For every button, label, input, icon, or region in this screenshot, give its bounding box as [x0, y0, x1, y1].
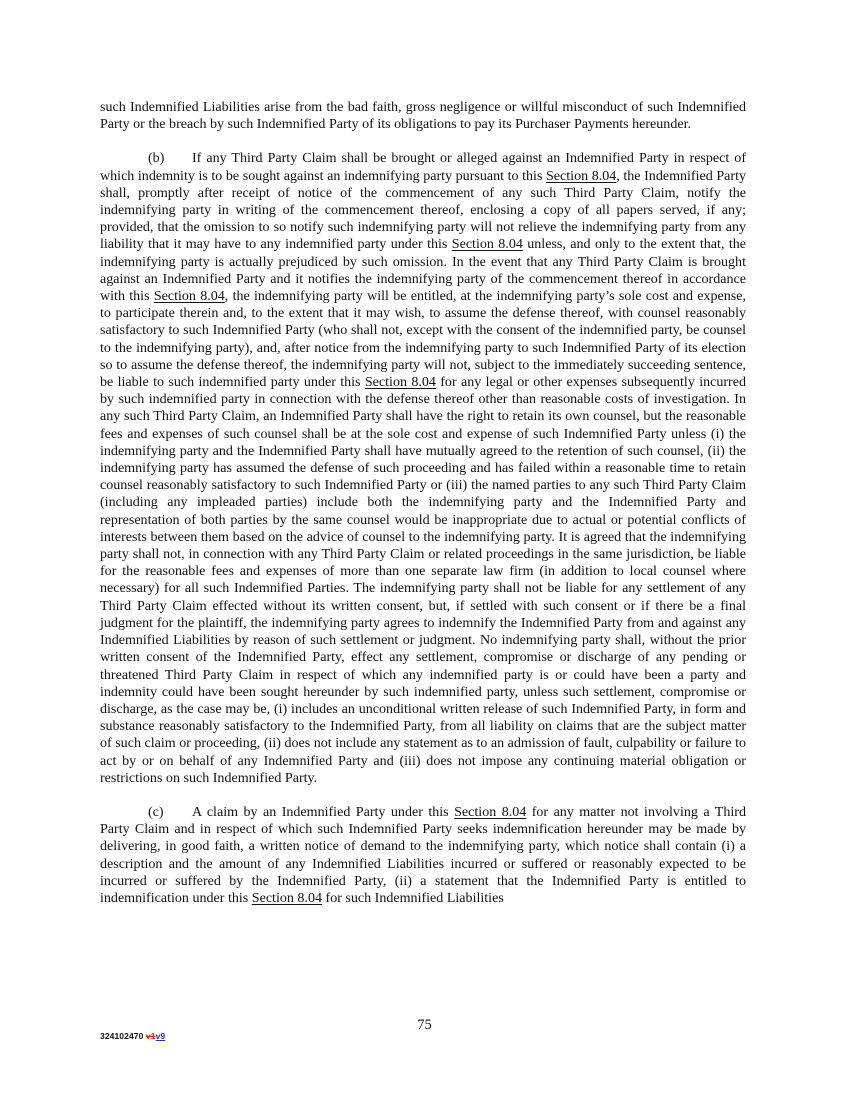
- paragraph-text: If any Third Party Claim shall be brought or alleged against an Indemnified Party in respect of which indemnity is to be sought against an indemnifying party pursuant to this: [100, 150, 746, 184]
- paragraph-c: [100, 804, 746, 907]
- document-id-stamp: [100, 1031, 165, 1041]
- paragraph-text: A claim by an Indemnified Party under this: [192, 803, 455, 820]
- paragraph-text: unless, and only to the extent that, the indemnifying party is actually prejudiced by such omission. In the event that any Third Party Claim is brought against an Indemnified Party and it notifies the indemnifying party of the commencement thereof in accordance with this: [100, 236, 747, 305]
- paragraph-text: , the indemnifying party will be entitled, at the indemnifying party’s sole cost and expense, to participate therein and, to the extent that it may wish, to assume the defense thereof, with counsel reasonably satisfactory to such Indemnified Party (who shall not, except with the consent of the indemnified party, be counsel to the indemnifying party), and, after notice from the indemnifying party to such Indemnified Party of its election so to assume the defense thereof, the indemnifying party will not, subject to the immediately succeeding sentence, be liable to such indemnified party under this: [100, 288, 747, 391]
- paragraph-label: (b): [148, 150, 165, 167]
- paragraph-text: for any matter not involving a Third Party Claim and in respect of which such Indemnified Party seeks indemnification hereunder may be made by delivering, in good faith, a written notice of demand to the indemnifying party, which notice shall contain (i) a description and the amount of any Indemnified Liabilities incurred or suffered or reasonably expected to be incurred or suffered by the Indemnified Party, (ii) a statement that the Indemnified Party is entitled to indemnification under this: [100, 803, 746, 906]
- paragraph-a-continuation: [100, 99, 746, 133]
- document-number: 324102470: [100, 1031, 144, 1041]
- paragraph-label: (c): [148, 803, 164, 820]
- version-inserted: v9: [155, 1031, 166, 1041]
- page-number: 75: [417, 1017, 432, 1033]
- section-reference: Section 8.04: [451, 236, 523, 253]
- paragraph-text: for any legal or other expenses subsequently incurred by such indemnified party in connection with the defense thereof other than reasonable costs of investigation. In any such Third Party Claim, an Indemnified Party shall have the right to retain its own counsel, but the reasonable fees and expenses of such counsel shall be at the sole cost and expense of such Indemnified Party unless (i) the indemnifying party and the Indemnified Party shall have mutually agreed to the retention of such counsel, (ii) the indemnifying party has assumed the defense of such proceeding and has failed within a reasonable time to retain counsel reasonably satisfactory to such Indemnified Party or (iii) the named parties to any such Third Party Claim (including any impleaded parties) include both the indemnifying party and the Indemnified Party and representation of both parties by the same counsel would be inappropriate due to actual or potential conflicts of interests between them based on the advice of counsel to the indemnifying party. It is agreed that the indemnifying party shall not, in connection with any Third Party Claim or related proceedings in the same jurisdiction, be liable for the reasonable fees and expenses of more than one separate law firm (in addition to local counsel where necessary) for all such Indemnified Parties. The indemnifying party shall not be liable for any settlement of any Third Party Claim effected without its written consent, but, if settled with such consent or if there be a final judgment for the plaintiff, the indemnifying party agrees to indemnify the Indemnified Party from and against any Indemnified Liabilities by reason of such settlement or judgment. No indemnifying party shall, without the prior written consent of the Indemnified Party, effect any settlement, compromise or discharge of any pending or threatened Third Party Claim in respect of which any indemnified party is or could have been a party and indemnity could have been sought hereunder by such indemnified party, unless such settlement, compromise or discharge, as the case may be, (i) includes an unconditional written release of such Indemnified Party, in form and substance reasonably satisfactory to the Indemnified Party, from all liability on claims that are the subject matter of such claim or proceeding, (ii) does not include any statement as to an admission of fault, culpability or failure to act by or on behalf of any Indemnified Party and (iii) does not impose any continuing material obligation or restrictions on such Indemnified Party.: [100, 374, 746, 786]
- section-reference: Section 8.04: [153, 288, 225, 305]
- paragraph-text: , the Indemnified Party shall, promptly after receipt of notice of the commencement of any such Third Party Claim, notify the indemnifying party in writing of the commencement thereof, enclosing a copy of all papers served, if any; provided, that the omission to so notify such indemnifying party will not relieve the indemnifying party from any liability that it may have to any indemnified party under this: [100, 167, 746, 253]
- section-reference: Section 8.04: [251, 889, 322, 906]
- version-deleted: v1: [145, 1031, 156, 1041]
- section-reference: Section 8.04: [364, 374, 436, 391]
- section-reference: Section 8.04: [546, 167, 617, 184]
- section-reference: Section 8.04: [454, 803, 527, 820]
- paragraph-text: for such Indemnified Liabilities: [322, 889, 504, 906]
- paragraph-text: such Indemnified Liabilities arise from the bad faith, gross negligence or willful misconduct of such Indemnified Party or the breach by such Indemnified Party of its obligations to pay its Purchaser Payments hereunder.: [100, 99, 746, 133]
- document-body: [100, 99, 746, 924]
- paragraph-b: [100, 150, 746, 787]
